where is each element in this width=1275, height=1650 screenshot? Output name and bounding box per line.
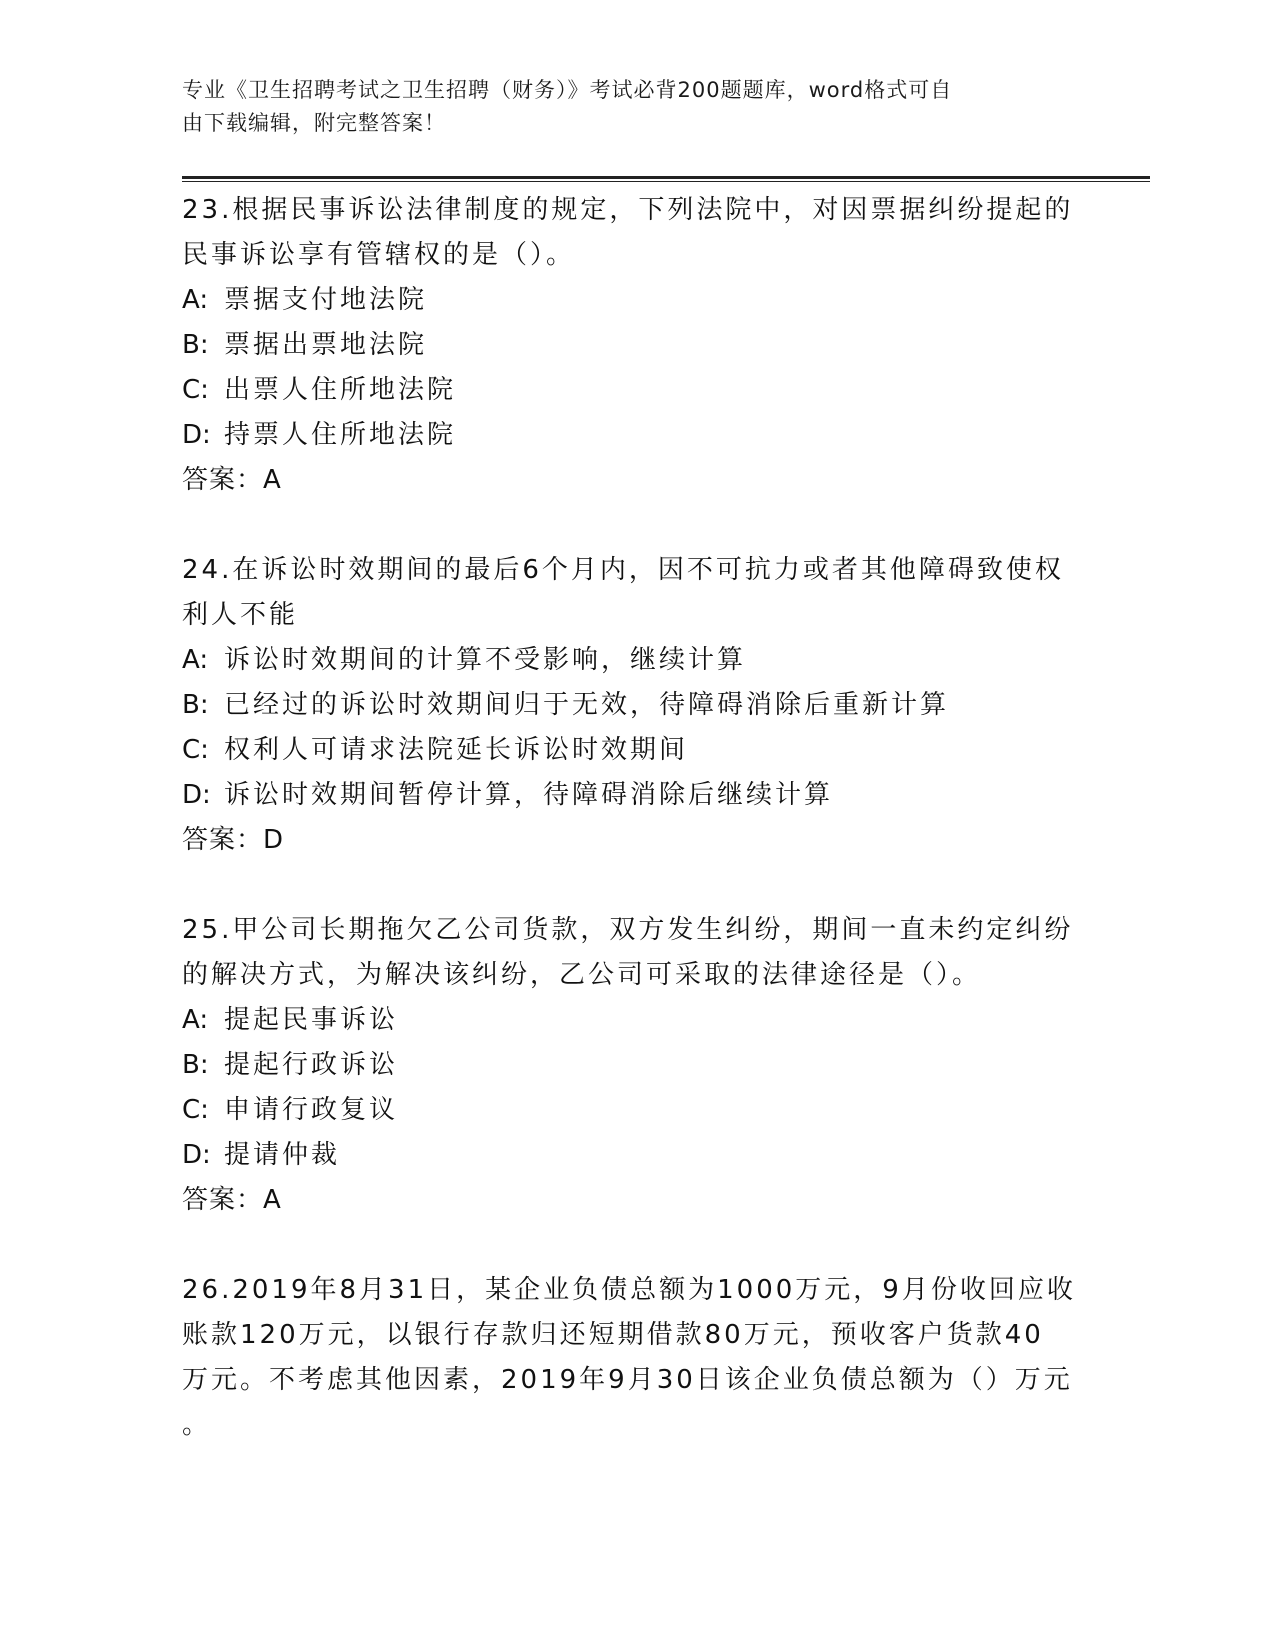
option-d: [182, 413, 1082, 458]
option-key: B:: [182, 1050, 209, 1080]
question-stem-line: 23.根据民事诉讼法律制度的规定，下列法院中，对因票据纠纷提起的: [182, 195, 1074, 225]
header-divider-thick: [182, 176, 1150, 179]
question-stem-line: 民事诉讼享有管辖权的是（）。: [182, 240, 576, 270]
option-text: 诉讼时效期间暂停计算，待障碍消除后继续计算: [224, 780, 834, 810]
answer-line: 答案：D: [182, 825, 285, 855]
question-23: [182, 188, 1082, 503]
option-text: 提起行政诉讼: [224, 1050, 399, 1080]
option-d: [182, 1133, 1082, 1178]
header-line-1: 专业《卫生招聘考试之卫生招聘（财务）》考试必背200题题库，word格式可自: [182, 78, 953, 102]
question-stem-line: 25.甲公司长期拖欠乙公司货款，双方发生纠纷，期间一直未约定纠纷: [182, 915, 1074, 945]
option-key: D:: [182, 780, 211, 810]
question-25: [182, 908, 1082, 1223]
question-24: [182, 548, 1082, 863]
option-text: 提请仲裁: [224, 1140, 341, 1170]
question-stem-line: 26.2019年8月31日，某企业负债总额为1000万元，9月份收回应收: [182, 1275, 1076, 1305]
question-26: [182, 1268, 1082, 1448]
option-key: C:: [182, 1095, 209, 1125]
option-key: B:: [182, 690, 209, 720]
option-text: 已经过的诉讼时效期间归于无效，待障碍消除后重新计算: [224, 690, 950, 720]
option-b: [182, 683, 1082, 728]
option-key: D:: [182, 1140, 211, 1170]
option-text: 提起民事诉讼: [224, 1005, 399, 1035]
question-spacer: [182, 863, 1082, 908]
question-spacer: [182, 1223, 1082, 1268]
option-text: 权利人可请求法院延长诉讼时效期间: [224, 735, 689, 765]
answer-line: 答案：A: [182, 465, 282, 495]
question-spacer: [182, 503, 1082, 548]
answer-line: 答案：A: [182, 1185, 282, 1215]
option-key: A:: [182, 285, 209, 315]
option-text: 持票人住所地法院: [224, 420, 457, 450]
question-list: [182, 188, 1082, 1448]
option-text: 票据出票地法院: [224, 330, 428, 360]
question-stem-line: 万元。不考虑其他因素，2019年9月30日该企业负债总额为（）万元: [182, 1365, 1073, 1395]
option-c: [182, 368, 1082, 413]
question-stem-line: 的解决方式，为解决该纠纷，乙公司可采取的法律途径是（）。: [182, 960, 982, 990]
option-text: 诉讼时效期间的计算不受影响，继续计算: [224, 645, 747, 675]
option-b: [182, 1043, 1082, 1088]
option-key: D:: [182, 420, 211, 450]
option-a: [182, 638, 1082, 683]
document-header: [182, 74, 1072, 140]
question-stem-line: 。: [182, 1410, 212, 1440]
option-d: [182, 773, 1082, 818]
option-key: C:: [182, 735, 209, 765]
question-stem-line: 24.在诉讼时效期间的最后6个月内，因不可抗力或者其他障碍致使权: [182, 555, 1064, 585]
option-key: A:: [182, 645, 209, 675]
option-a: [182, 278, 1082, 323]
header-divider-thin: [182, 181, 1150, 182]
option-text: 出票人住所地法院: [224, 375, 457, 405]
option-c: [182, 728, 1082, 773]
question-stem-line: 账款120万元，以银行存款归还短期借款80万元，预收客户货款40: [182, 1320, 1044, 1350]
option-text: 票据支付地法院: [224, 285, 428, 315]
option-key: C:: [182, 375, 209, 405]
question-stem-line: 利人不能: [182, 600, 299, 630]
option-c: [182, 1088, 1082, 1133]
option-a: [182, 998, 1082, 1043]
option-b: [182, 323, 1082, 368]
option-key: A:: [182, 1005, 209, 1035]
option-text: 申请行政复议: [224, 1095, 399, 1125]
option-key: B:: [182, 330, 209, 360]
header-line-2: 由下载编辑，附完整答案！: [182, 111, 446, 135]
